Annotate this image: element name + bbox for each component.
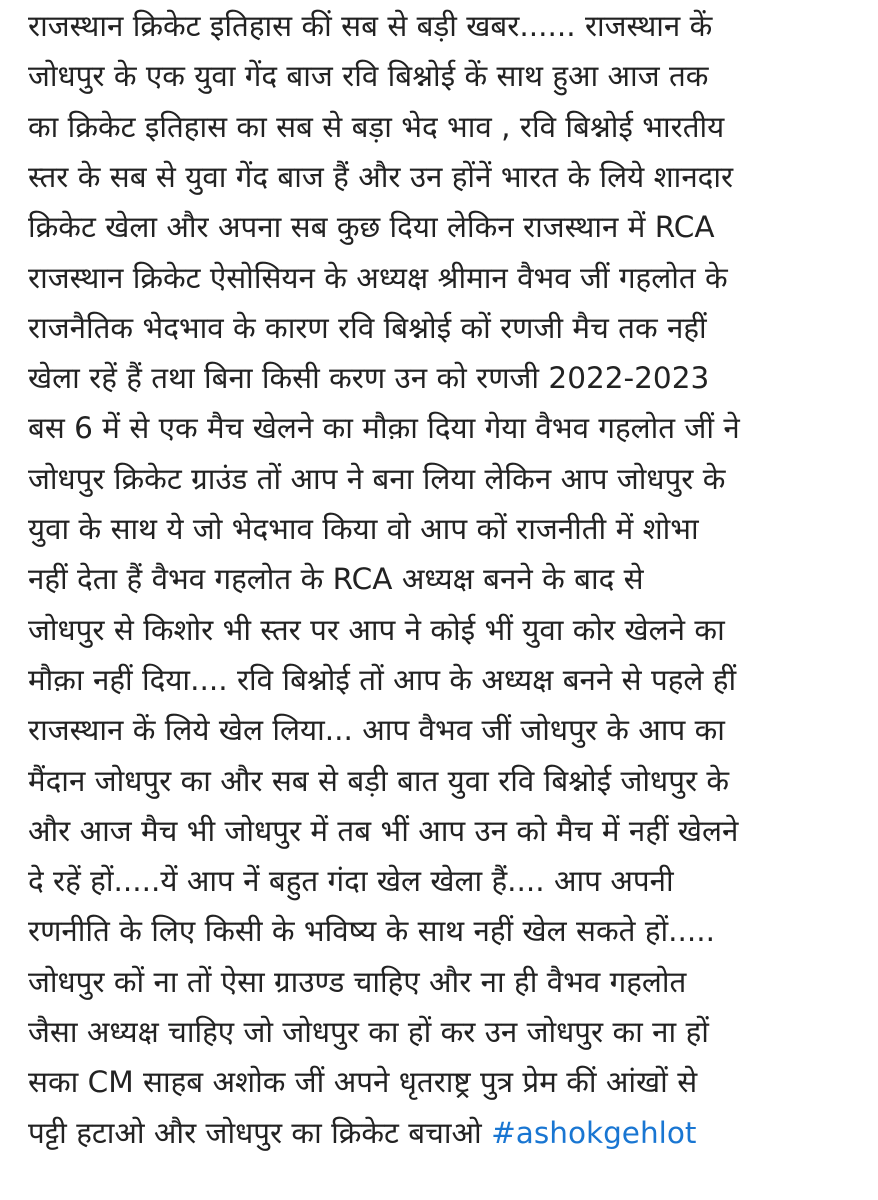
post-text-line: रणनीति के लिए किसी के भविष्य के साथ नहीं खेल सकते हों.....: [28, 914, 716, 949]
post-text-line: नहीं देता हैं वैभव गहलोत के RCA अध्यक्ष बनने के बाद से: [28, 562, 644, 597]
post-text-line: स्तर के सब से युवा गेंद बाज हैं और उन होंनें भारत के लिये शानदार: [28, 159, 734, 194]
post-text-line: मैंदान जोधपुर का और सब से बड़ी बात युवा रवि बिश्नोई जोधपुर के: [28, 763, 730, 798]
post-text-line: राजस्थान कें लिये खेल लिया... आप वैभव जीं जोधपुर के आप का: [28, 713, 725, 748]
post-text-line: जैसा अध्यक्ष चाहिए जो जोधपुर का हों कर उन जोधपुर का ना हों: [28, 1015, 709, 1049]
post-text-line: जोधपुर कों ना तों ऐसा ग्राउण्ड चाहिए और ना ही वैभव गहलोत: [28, 964, 687, 999]
post-text-line: दे रहें हों.....यें आप नें बहुत गंदा खेल खेला हैं.... आप अपनी: [28, 864, 674, 899]
post-text-line: युवा के साथ ये जो भेदभाव किया वो आप कों राजनीती में शोभा: [28, 512, 699, 546]
post-text-line: बस 6 में से एक मैच खेलने का मौक़ा दिया गेया वैभव गहलोत जीं ने: [28, 411, 740, 446]
post-text-last-line-body: पट्टी हटाओ और जोधपुर का क्रिकेट बचाओ: [28, 1115, 482, 1150]
post-text-line: और आज मैच भी जोधपुर में तब भीं आप उन को मैच में नहीं खेलने: [28, 813, 739, 848]
post-text-line: जोधपुर के एक युवा गेंद बाज रवि बिश्नोई कें साथ हुआ आज तक: [28, 59, 709, 94]
post-text-line: जोधपुर क्रिकेट ग्राउंड तों आप ने बना लिया लेकिन आप जोधपुर के: [28, 461, 726, 496]
post-text-line: राजस्थान क्रिकेट ऐसोसियन के अध्यक्ष श्रीमान वैभव जीं गहलोत के: [28, 260, 728, 295]
post-text-line: का क्रिकेट इतिहास का सब से बड़ा भेद भाव , रवि बिश्नोई भारतीय: [28, 109, 725, 144]
post-text-line: खेला रहें हैं तथा बिना किसी करण उन को रणजी 2022-2023: [28, 361, 710, 396]
post-text-line: क्रिकेट खेला और अपना सब कुछ दिया लेकिन राजस्थान में RCA: [28, 210, 715, 245]
post-text-line: सका CM साहब अशोक जीं अपने धृतराष्ट्र पुत्र प्रेम कीं आंखों से: [28, 1065, 698, 1100]
post-text-last-line: [28, 1113, 696, 1153]
post-text-line: राजनैतिक भेदभाव के कारण रवि बिश्नोई कों रणजी मैच तक नहीं: [28, 310, 707, 345]
post-text-line: जोधपुर से किशोर भी स्तर पर आप ने कोई भीं युवा कोर खेलने का: [28, 612, 725, 647]
hashtag-link[interactable]: #ashokgehlot: [491, 1115, 697, 1150]
post-text-line: मौक़ा नहीं दिया.... रवि बिश्नोई तों आप के अध्यक्ष बनने से पहले हीं: [28, 662, 737, 697]
post-text-line: राजस्थान क्रिकेट इतिहास कीं सब से बड़ी खबर...... राजस्थान कें: [28, 9, 713, 43]
post-text-body: [28, 0, 868, 1200]
